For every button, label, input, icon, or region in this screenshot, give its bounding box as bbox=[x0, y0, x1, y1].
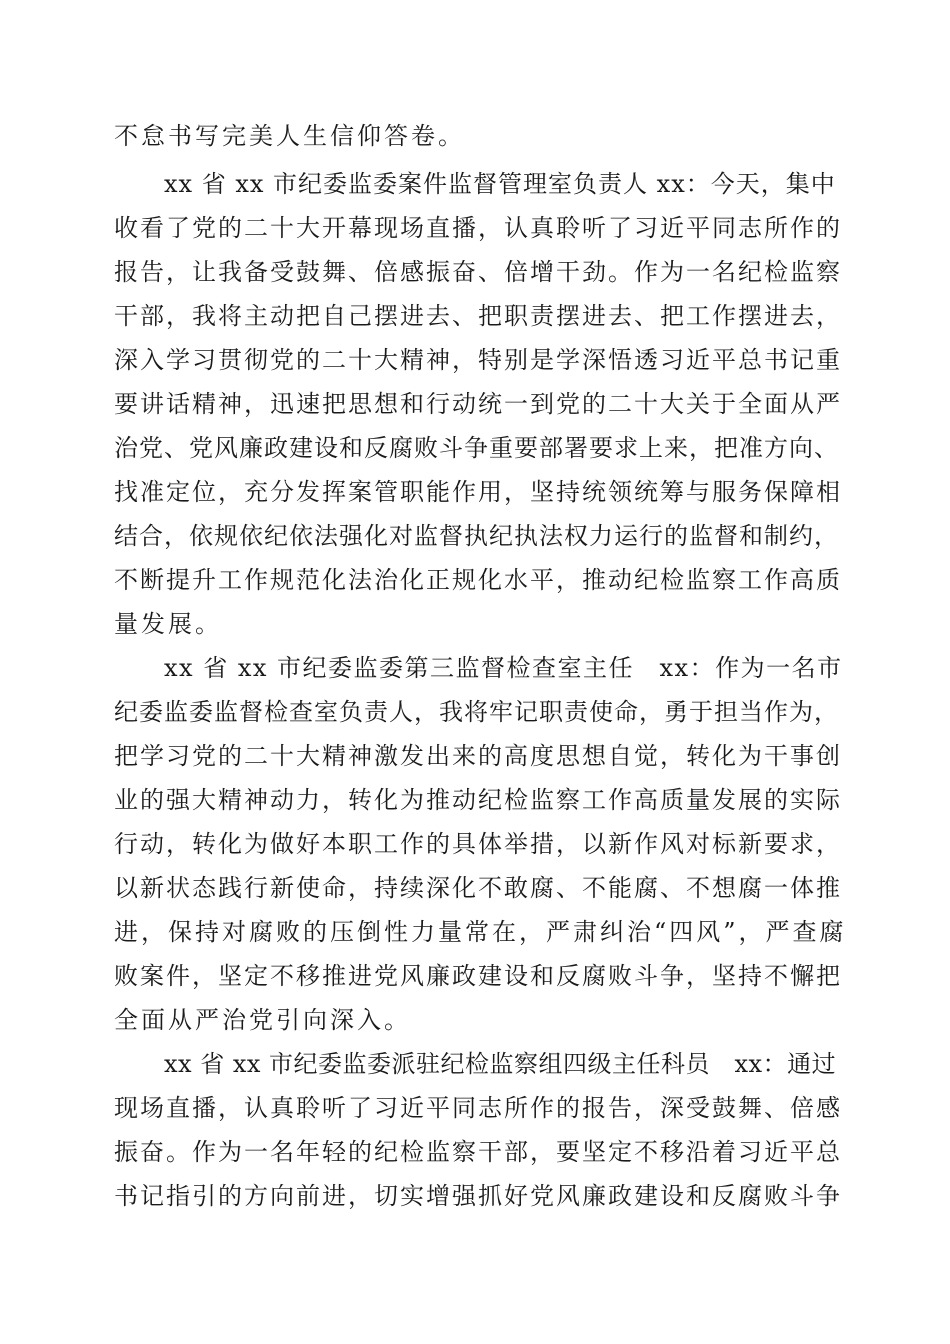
text-line: xx 省 xx 市纪委监委案件监督管理室负责人 xx：今天，集中 bbox=[164, 170, 836, 198]
text-line: 深入学习贯彻党的二十大精神，特别是学深悟透习近平总书记重 bbox=[114, 346, 842, 374]
text-line: 把学习党的二十大精神激发出来的高度思想自觉，转化为干事创 bbox=[114, 742, 842, 770]
text-line: 不断提升工作规范化法治化正规化水平，推动纪检监察工作高质 bbox=[114, 566, 842, 594]
text-line: 败案件，坚定不移推进党风廉政建设和反腐败斗争，坚持不懈把 bbox=[114, 962, 842, 990]
text-line: xx 省 xx 市纪委监委派驻纪检监察组四级主任科员 xx：通过 bbox=[164, 1050, 837, 1078]
text-line: 收看了党的二十大开幕现场直播，认真聆听了习近平同志所作的 bbox=[114, 214, 842, 242]
text-line: 要讲话精神，迅速把思想和行动统一到党的二十大关于全面从严 bbox=[114, 390, 842, 418]
text-line: 纪委监委监督检查室负责人，我将牢记职责使命，勇于担当作为， bbox=[114, 698, 839, 726]
text-line: xx 省 xx 市纪委监委第三监督检查室主任 xx：作为一名市 bbox=[164, 654, 843, 682]
text-line: 现场直播，认真聆听了习近平同志所作的报告，深受鼓舞、倍感 bbox=[114, 1094, 842, 1122]
text-line: 结合，依规依纪依法强化对监督执纪执法权力运行的监督和制约， bbox=[114, 522, 839, 550]
text-line: 报告，让我备受鼓舞、倍感振奋、倍增干劲。作为一名纪检监察 bbox=[114, 258, 842, 286]
text-line: 进，保持对腐败的压倒性力量常在，严肃纠治“四风”，严查腐 bbox=[114, 918, 847, 946]
text-line: 业的强大精神动力，转化为推动纪检监察工作高质量发展的实际 bbox=[114, 786, 842, 814]
text-line: 振奋。作为一名年轻的纪检监察干部，要坚定不移沿着习近平总 bbox=[114, 1138, 842, 1166]
text-line: 找准定位，充分发挥案管职能作用，坚持统领统筹与服务保障相 bbox=[114, 478, 842, 506]
text-line: 不怠书写完美人生信仰答卷。 bbox=[114, 122, 465, 150]
text-line: 书记指引的方向前进，切实增强抓好党风廉政建设和反腐败斗争 bbox=[114, 1182, 842, 1210]
text-line: 行动，转化为做好本职工作的具体举措，以新作风对标新要求， bbox=[114, 830, 842, 858]
text-line: 全面从严治党引向深入。 bbox=[114, 1006, 411, 1034]
text-line: 量发展。 bbox=[114, 610, 222, 638]
text-line: 治党、党风廉政建设和反腐败斗争重要部署要求上来，把准方向、 bbox=[114, 434, 839, 462]
text-line: 干部，我将主动把自己摆进去、把职责摆进去、把工作摆进去， bbox=[114, 302, 842, 330]
text-line: 以新状态践行新使命，持续深化不敢腐、不能腐、不想腐一体推 bbox=[114, 874, 842, 902]
